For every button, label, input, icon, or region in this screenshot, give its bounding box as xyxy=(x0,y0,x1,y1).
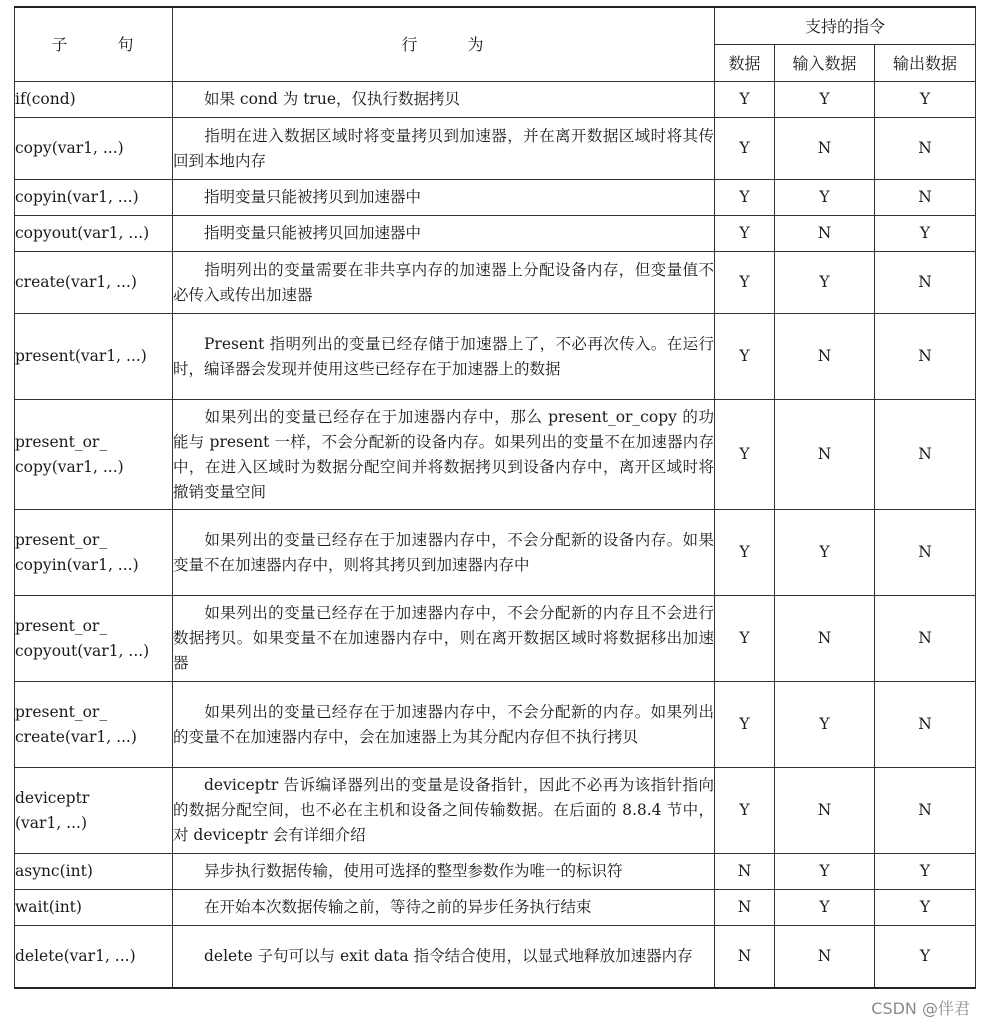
clause-cell xyxy=(15,682,173,768)
table-row xyxy=(15,890,976,926)
clause-text: create(var1, ...) xyxy=(15,273,137,291)
clause-text: present(var1, ...) xyxy=(15,347,147,365)
behavior-cell xyxy=(173,854,715,890)
table-body xyxy=(15,82,976,988)
table-row xyxy=(15,180,976,216)
table-row xyxy=(15,252,976,314)
data-support-cell: Y xyxy=(715,216,775,252)
enter-data-support-cell: Y xyxy=(775,854,875,890)
behavior-text: Present 指明列出的变量已经存储于加速器上了，不必再次传入。在运行时，编译器会发现并使用这些已经存在于加速器上的数据 xyxy=(173,334,714,378)
clause-table xyxy=(14,6,976,989)
clause-cell xyxy=(15,118,173,180)
exit-data-support-cell: N xyxy=(875,596,976,682)
clause-text: copy(var1, ...) xyxy=(15,457,124,476)
clause-text: present_or_ xyxy=(15,530,108,549)
table-row xyxy=(15,682,976,768)
behavior-text: 如果列出的变量已经存在于加速器内存中，不会分配新的内存且不会进行数据拷贝。如果变量不在加速器内存中，则在离开数据区域时将数据移出加速器 xyxy=(173,604,714,672)
enter-data-support-cell: Y xyxy=(775,682,875,768)
enter-data-support-cell: Y xyxy=(775,510,875,596)
table-row xyxy=(15,926,976,988)
behavior-cell xyxy=(173,510,715,596)
behavior-cell xyxy=(173,180,715,216)
clause-text: present_or_ xyxy=(15,432,108,451)
header-clause: 子 句 xyxy=(15,7,173,82)
behavior-text: 指明列出的变量需要在非共享内存的加速器上分配设备内存，但变量值不必传入或传出加速器 xyxy=(173,260,714,304)
clause-cell xyxy=(15,180,173,216)
header-enter-data: 输入数据 xyxy=(775,45,875,82)
clause-cell xyxy=(15,926,173,988)
clause-cell xyxy=(15,82,173,118)
behavior-text: 异步执行数据传输，使用可选择的整型参数作为唯一的标识符 xyxy=(204,862,623,880)
behavior-cell xyxy=(173,216,715,252)
behavior-cell xyxy=(173,400,715,510)
clause-cell xyxy=(15,596,173,682)
enter-data-support-cell: Y xyxy=(775,890,875,926)
behavior-text: 如果列出的变量已经存在于加速器内存中，不会分配新的设备内存。如果变量不在加速器内存中，则将其拷贝到加速器内存中 xyxy=(173,530,714,574)
exit-data-support-cell: Y xyxy=(875,82,976,118)
header-supported-directives: 支持的指令 xyxy=(715,7,976,45)
clause-text: delete(var1, ...) xyxy=(15,946,136,965)
exit-data-support-cell: N xyxy=(875,252,976,314)
enter-data-support-cell: N xyxy=(775,926,875,988)
table-row xyxy=(15,510,976,596)
behavior-cell xyxy=(173,890,715,926)
behavior-cell xyxy=(173,682,715,768)
clause-text: present_or_ xyxy=(15,616,108,635)
clause-cell xyxy=(15,314,173,400)
enter-data-support-cell: N xyxy=(775,400,875,510)
clause-text: async(int) xyxy=(15,862,93,880)
behavior-text: 指明在进入数据区域时将变量拷贝到加速器，并在离开数据区域时将其传回到本地内存 xyxy=(173,126,714,170)
table-row xyxy=(15,768,976,854)
exit-data-support-cell: N xyxy=(875,118,976,180)
data-support-cell: Y xyxy=(715,510,775,596)
data-support-cell: Y xyxy=(715,400,775,510)
clause-text: wait(int) xyxy=(15,898,82,916)
behavior-cell xyxy=(173,82,715,118)
clause-cell xyxy=(15,510,173,596)
clause-text: deviceptr xyxy=(15,788,90,807)
data-support-cell: Y xyxy=(715,768,775,854)
behavior-text: 如果 cond 为 true，仅执行数据拷贝 xyxy=(204,90,460,108)
exit-data-support-cell: Y xyxy=(875,890,976,926)
exit-data-support-cell: N xyxy=(875,180,976,216)
data-support-cell: Y xyxy=(715,82,775,118)
behavior-text: 指明变量只能被拷贝到加速器中 xyxy=(204,188,422,206)
behavior-text: deviceptr 告诉编译器列出的变量是设备指针，因此不必再为该指针指向的数据分配空间，也不必在主机和设备之间传输数据。在后面的 8.8.4 节中，对 deviceptr 会有详细介绍 xyxy=(173,776,714,844)
clause-text: if(cond) xyxy=(15,90,76,108)
clause-text: create(var1, ...) xyxy=(15,727,137,746)
exit-data-support-cell: N xyxy=(875,400,976,510)
watermark: CSDN @伴君 xyxy=(871,999,970,1018)
exit-data-support-cell: Y xyxy=(875,216,976,252)
data-support-cell: N xyxy=(715,890,775,926)
clause-text: copyin(var1, ...) xyxy=(15,555,139,574)
exit-data-support-cell: N xyxy=(875,682,976,768)
exit-data-support-cell: Y xyxy=(875,854,976,890)
exit-data-support-cell: N xyxy=(875,510,976,596)
table-row xyxy=(15,314,976,400)
behavior-cell xyxy=(173,768,715,854)
behavior-cell xyxy=(173,118,715,180)
enter-data-support-cell: Y xyxy=(775,82,875,118)
clause-cell xyxy=(15,890,173,926)
enter-data-support-cell: Y xyxy=(775,252,875,314)
behavior-cell xyxy=(173,926,715,988)
table-row xyxy=(15,82,976,118)
behavior-cell xyxy=(173,596,715,682)
header-exit-data: 输出数据 xyxy=(875,45,976,82)
clause-cell xyxy=(15,400,173,510)
table-row xyxy=(15,400,976,510)
enter-data-support-cell: N xyxy=(775,314,875,400)
clause-text: copyout(var1, ...) xyxy=(15,641,150,660)
behavior-text: 如果列出的变量已经存在于加速器内存中，那么 present_or_copy 的功能与 present 一样，不会分配新的设备内存。如果列出的变量不在加速器内存中，在进入区域时为数据分配空间并将数据拷贝到设备内存中，离开区域时将撤销变量空间 xyxy=(173,407,714,501)
data-support-cell: Y xyxy=(715,314,775,400)
clause-text: copy(var1, ...) xyxy=(15,139,124,157)
behavior-text: 指明变量只能被拷贝回加速器中 xyxy=(204,224,422,242)
behavior-text: 在开始本次数据传输之前，等待之前的异步任务执行结束 xyxy=(204,898,592,916)
data-support-cell: Y xyxy=(715,682,775,768)
data-support-cell: Y xyxy=(715,180,775,216)
behavior-text: delete 子句可以与 exit data 指令结合使用，以显式地释放加速器内存 xyxy=(204,946,693,965)
clause-text: (var1, ...) xyxy=(15,813,87,832)
clause-cell xyxy=(15,216,173,252)
data-support-cell: N xyxy=(715,926,775,988)
exit-data-support-cell: N xyxy=(875,768,976,854)
data-support-cell: Y xyxy=(715,118,775,180)
clause-text: copyin(var1, ...) xyxy=(15,188,139,206)
enter-data-support-cell: N xyxy=(775,596,875,682)
table-row xyxy=(15,216,976,252)
behavior-text: 如果列出的变量已经存在于加速器内存中，不会分配新的内存。如果列出的变量不在加速器内存中，会在加速器上为其分配内存但不执行拷贝 xyxy=(173,702,714,746)
data-support-cell: Y xyxy=(715,596,775,682)
enter-data-support-cell: Y xyxy=(775,180,875,216)
clause-text: copyout(var1, ...) xyxy=(15,224,150,242)
enter-data-support-cell: N xyxy=(775,118,875,180)
table-row xyxy=(15,118,976,180)
exit-data-support-cell: Y xyxy=(875,926,976,988)
header-behavior: 行 为 xyxy=(173,7,715,82)
table-row xyxy=(15,596,976,682)
enter-data-support-cell: N xyxy=(775,216,875,252)
data-support-cell: N xyxy=(715,854,775,890)
data-support-cell: Y xyxy=(715,252,775,314)
clause-cell xyxy=(15,252,173,314)
behavior-cell xyxy=(173,252,715,314)
clause-cell xyxy=(15,768,173,854)
clause-text: present_or_ xyxy=(15,702,108,721)
clause-cell xyxy=(15,854,173,890)
table-row xyxy=(15,854,976,890)
exit-data-support-cell: N xyxy=(875,314,976,400)
header-data: 数据 xyxy=(715,45,775,82)
behavior-cell xyxy=(173,314,715,400)
enter-data-support-cell: N xyxy=(775,768,875,854)
